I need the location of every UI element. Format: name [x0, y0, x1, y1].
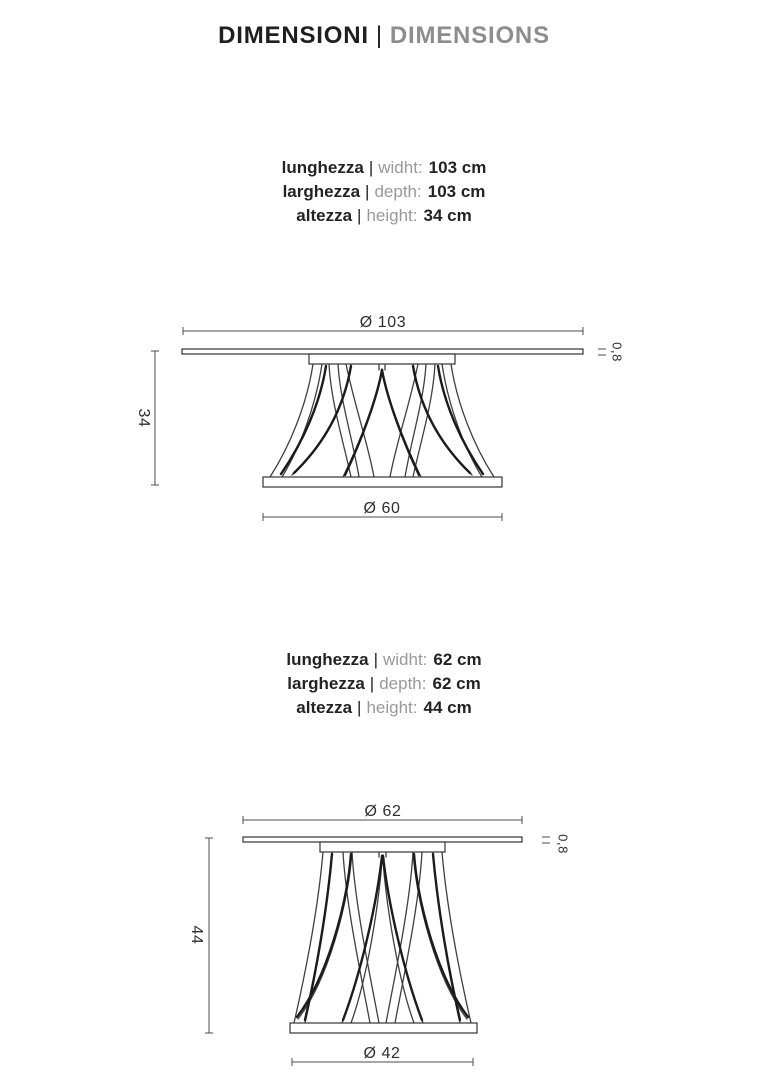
spec-label-en: height — [366, 698, 413, 717]
spec-separator: | — [369, 674, 375, 693]
dimension-thickness — [598, 342, 625, 362]
spec-line-width — [0, 156, 768, 180]
branch-pedestal — [270, 364, 494, 477]
spec-label-en: depth — [374, 182, 418, 201]
height-label: 34 — [134, 408, 152, 428]
title-separator: | — [375, 22, 383, 49]
spec-label-en: widht — [382, 650, 423, 669]
spec-label-it: larghezza — [287, 674, 365, 693]
spec-label-it: larghezza — [282, 182, 361, 201]
technical-drawing-large-table — [124, 312, 644, 527]
spec-colon: : — [422, 650, 428, 669]
spec-colon: : — [412, 206, 418, 225]
dimension-height — [135, 351, 159, 485]
spec-label-it: lunghezza — [286, 650, 369, 669]
table-top — [243, 837, 522, 842]
thickness-label: 0,8 — [555, 834, 571, 854]
dimension-thickness — [542, 834, 571, 854]
base-diameter-label: Ø 60 — [363, 500, 401, 517]
thickness-label: 0,8 — [609, 342, 625, 362]
base-diameter-label: Ø 42 — [363, 1045, 401, 1062]
spec-block-small-table — [0, 648, 768, 720]
spec-label-it: altezza — [296, 206, 353, 225]
spec-value: 62 cm — [433, 650, 482, 669]
spec-separator: | — [357, 698, 362, 717]
spec-separator: | — [357, 206, 362, 225]
spec-separator: | — [368, 158, 374, 177]
spec-line-width — [0, 648, 768, 672]
spec-line-height — [0, 696, 768, 720]
spec-colon: : — [412, 698, 418, 717]
branch-pedestal — [294, 852, 471, 1023]
spec-value: 34 cm — [423, 206, 472, 225]
spec-separator: | — [373, 650, 378, 669]
top-diameter-label: Ø 62 — [364, 803, 402, 820]
spec-label-en: widht — [378, 158, 418, 177]
dimension-base-diameter — [292, 1045, 473, 1066]
dimension-height — [188, 838, 213, 1033]
page-title — [0, 22, 768, 50]
spec-colon: : — [417, 182, 422, 201]
pedestal-collar — [309, 354, 455, 364]
spec-value: 103 cm — [427, 182, 486, 201]
dimension-top-diameter — [183, 314, 583, 335]
spec-colon: : — [417, 158, 423, 177]
spec-label-en: depth — [379, 674, 422, 693]
technical-drawing-small-table — [170, 800, 600, 1080]
spec-line-depth — [0, 180, 768, 204]
base-plinth — [263, 477, 502, 487]
page-title-english: DIMENSIONS — [389, 22, 550, 49]
spec-label-en: height — [366, 206, 413, 225]
spec-value: 44 cm — [423, 698, 472, 717]
spec-label-it: altezza — [296, 698, 353, 717]
spec-line-height — [0, 204, 768, 228]
spec-separator: | — [365, 182, 370, 201]
spec-value: 103 cm — [428, 158, 487, 177]
pedestal-collar — [320, 842, 445, 852]
dimension-base-diameter — [263, 500, 502, 521]
base-plinth — [290, 1023, 477, 1033]
height-label: 44 — [187, 925, 205, 945]
table-top — [182, 349, 583, 354]
spec-block-large-table — [0, 156, 768, 228]
page-title-italian: DIMENSIONI — [218, 22, 369, 49]
dimension-top-diameter — [243, 803, 522, 824]
spec-label-it: lunghezza — [281, 158, 364, 177]
spec-line-depth — [0, 672, 768, 696]
top-diameter-label: Ø 103 — [359, 314, 407, 331]
spec-value: 62 cm — [432, 674, 481, 693]
spec-colon: : — [421, 674, 427, 693]
